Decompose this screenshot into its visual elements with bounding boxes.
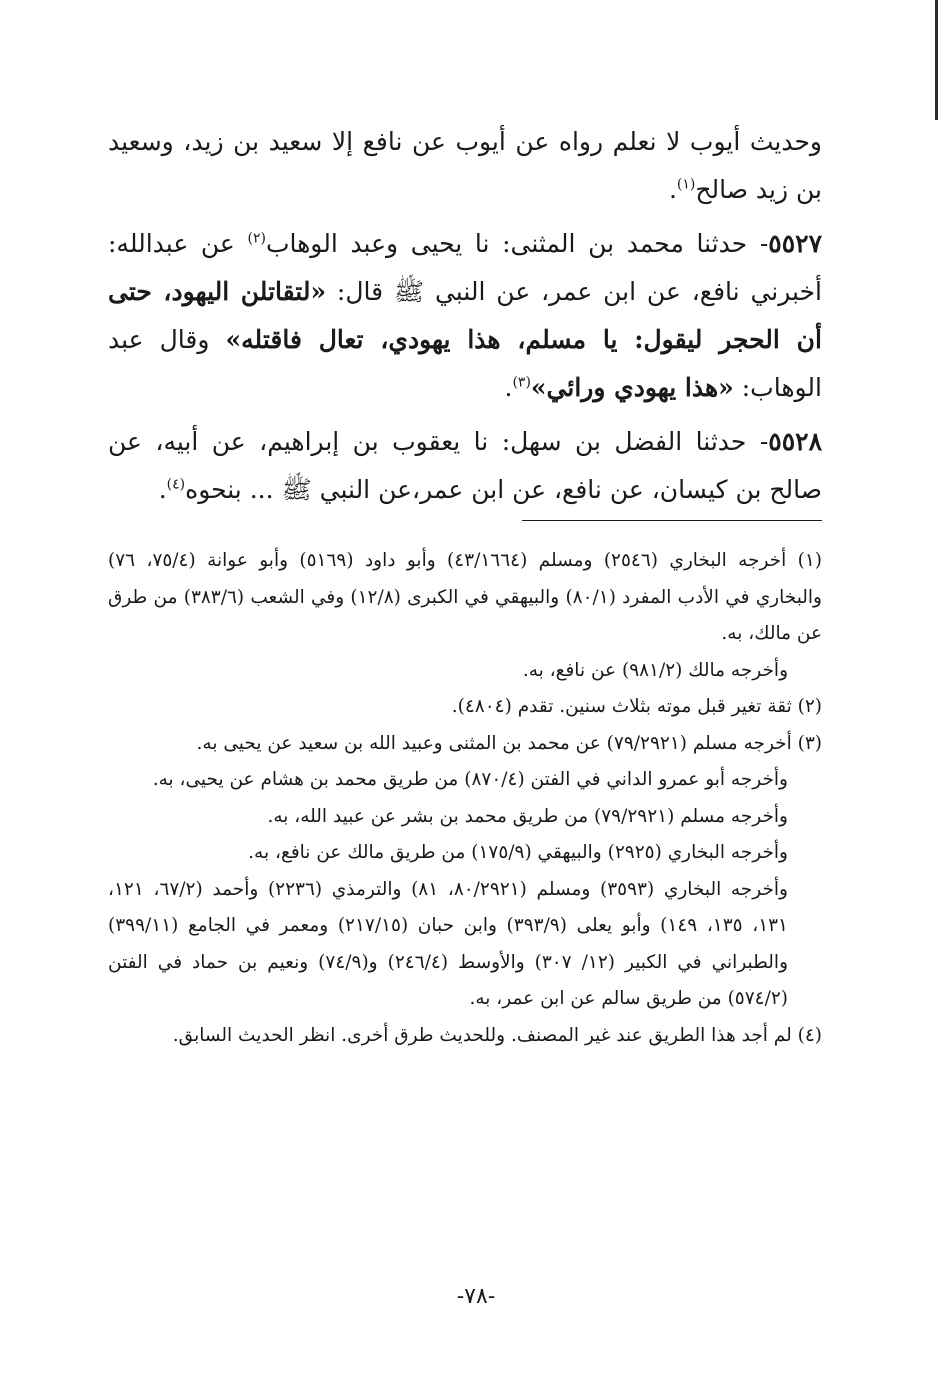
footnote-ref-3: (٣) bbox=[512, 374, 531, 391]
hadith-matn: «لتقاتلن اليهود، حتى أن الحجر ليقول: يا مسلم، هذا يهودي، تعال فاقتله» bbox=[108, 277, 822, 354]
hadith-number: ٥٥٢٧ bbox=[768, 229, 822, 258]
footnote-4: (٤) لم أجد هذا الطريق عند غير المصنف. وللحديث طرق أخرى. انظر الحديث السابق. bbox=[172, 1024, 822, 1046]
footnote-3-continuation: وأخرجه البخاري (٣٥٩٣) ومسلم (٨٠/٢٩٢١، ٨١) والترمذي (٢٢٣٦) وأحمد (٦٧/٢، ١٢١، ١٣١، ١٣٥، ١٤٩) وأبو يعلى (٣٩٣/٩) وابن حبان (٢١٧/١٥) ومعمر في الجامع (٣٩٩/١١) والطبراني في الكبير (١٢/ ٣٠٧) والأوسط (٢٤٦/٤) و(٧٤/٩) ونعيم بن حماد في الفتن (٥٧٤/٢) من طريق سالم عن ابن عمر، به. bbox=[108, 878, 788, 1009]
page-body bbox=[108, 118, 822, 1054]
footnote-3-continuation: وأخرجه مسلم (٧٩/٢٩٢١) من طريق محمد بن بشر عن عبيد الله، به. bbox=[267, 805, 788, 827]
footnote-3: (٣) أخرجه مسلم (٧٩/٢٩٢١) عن محمد بن المثنى وعبيد الله بن سعيد عن يحيى به. bbox=[196, 732, 822, 754]
footnote-ref-4: (٤) bbox=[166, 476, 186, 493]
footnote-3-continuation: وأخرجه أبو عمرو الداني في الفتن (٨٧٠/٤) من طريق محمد بن هشام عن يحيى، به. bbox=[152, 769, 788, 790]
footnote-1-continuation: وأخرجه مالك (٩٨١/٢) عن نافع، به. bbox=[522, 659, 788, 681]
footnote-3-continuation: وأخرجه البخاري (٢٩٢٥) والبيهقي (١٧٥/٩) من طريق مالك عن نافع، به. bbox=[248, 842, 788, 863]
footnotes bbox=[108, 543, 822, 1054]
hadith-matn-variant: «هذا يهودي ورائي» bbox=[530, 373, 734, 402]
hadith-number: ٥٥٢٨ bbox=[768, 427, 822, 456]
footnote-1: (١) أخرجه البخاري (٢٥٤٦) ومسلم (٤٣/١٦٦٤) وأبو داود (٥١٦٩) وأبو عوانة (٧٥/٤، ٧٦) والبخاري في الأدب المفرد (٨٠/١) والبيهقي في الكبرى (١٢/٨) وفي الشعب (٣٨٣/٦) من طرق عن مالك، به. bbox=[108, 550, 822, 644]
page-edge-line bbox=[935, 0, 938, 120]
main-text bbox=[108, 118, 822, 514]
hadith-5527: ٥٥٢٧- حدثنا محمد بن المثنى: نا يحيى وعبد الوهاب$^{(٢)}$ عن عبدالله: أخبرني نافع، عن ابن عمر، عن النبي ﷺ قال: «لتقاتلن اليهود، حتى أن الحجر ليقول: يا مسلم، هذا يهودي، تعال فاقتله» وقال عبد الوهاب: «هذا يهودي ورائي»$^{(٣)}$. bbox=[108, 229, 822, 402]
footnote-separator bbox=[522, 520, 822, 521]
footnote-2: (٢) ثقة تغير قبل موته بثلاث سنين. تقدم (٤٨٠٤). bbox=[451, 696, 822, 717]
page-number: -٧٨- bbox=[456, 1284, 496, 1309]
paragraph-intro: وحديث أيوب لا نعلم رواه عن أيوب عن نافع إلا سعيد بن زيد، وسعيد بن زيد صالح$^{(١)}$. bbox=[108, 127, 822, 204]
hadith-5528: ٥٥٢٨- حدثنا الفضل بن سهل: نا يعقوب بن إبراهيم، عن أبيه، عن صالح بن كيسان، عن نافع، عن ابن عمر،عن النبي ﷺ ... بنحوه$^{(٤)}$. bbox=[108, 427, 822, 504]
footnote-ref-1: (١) bbox=[676, 176, 696, 193]
footnote-ref-2: (٢) bbox=[247, 230, 266, 247]
